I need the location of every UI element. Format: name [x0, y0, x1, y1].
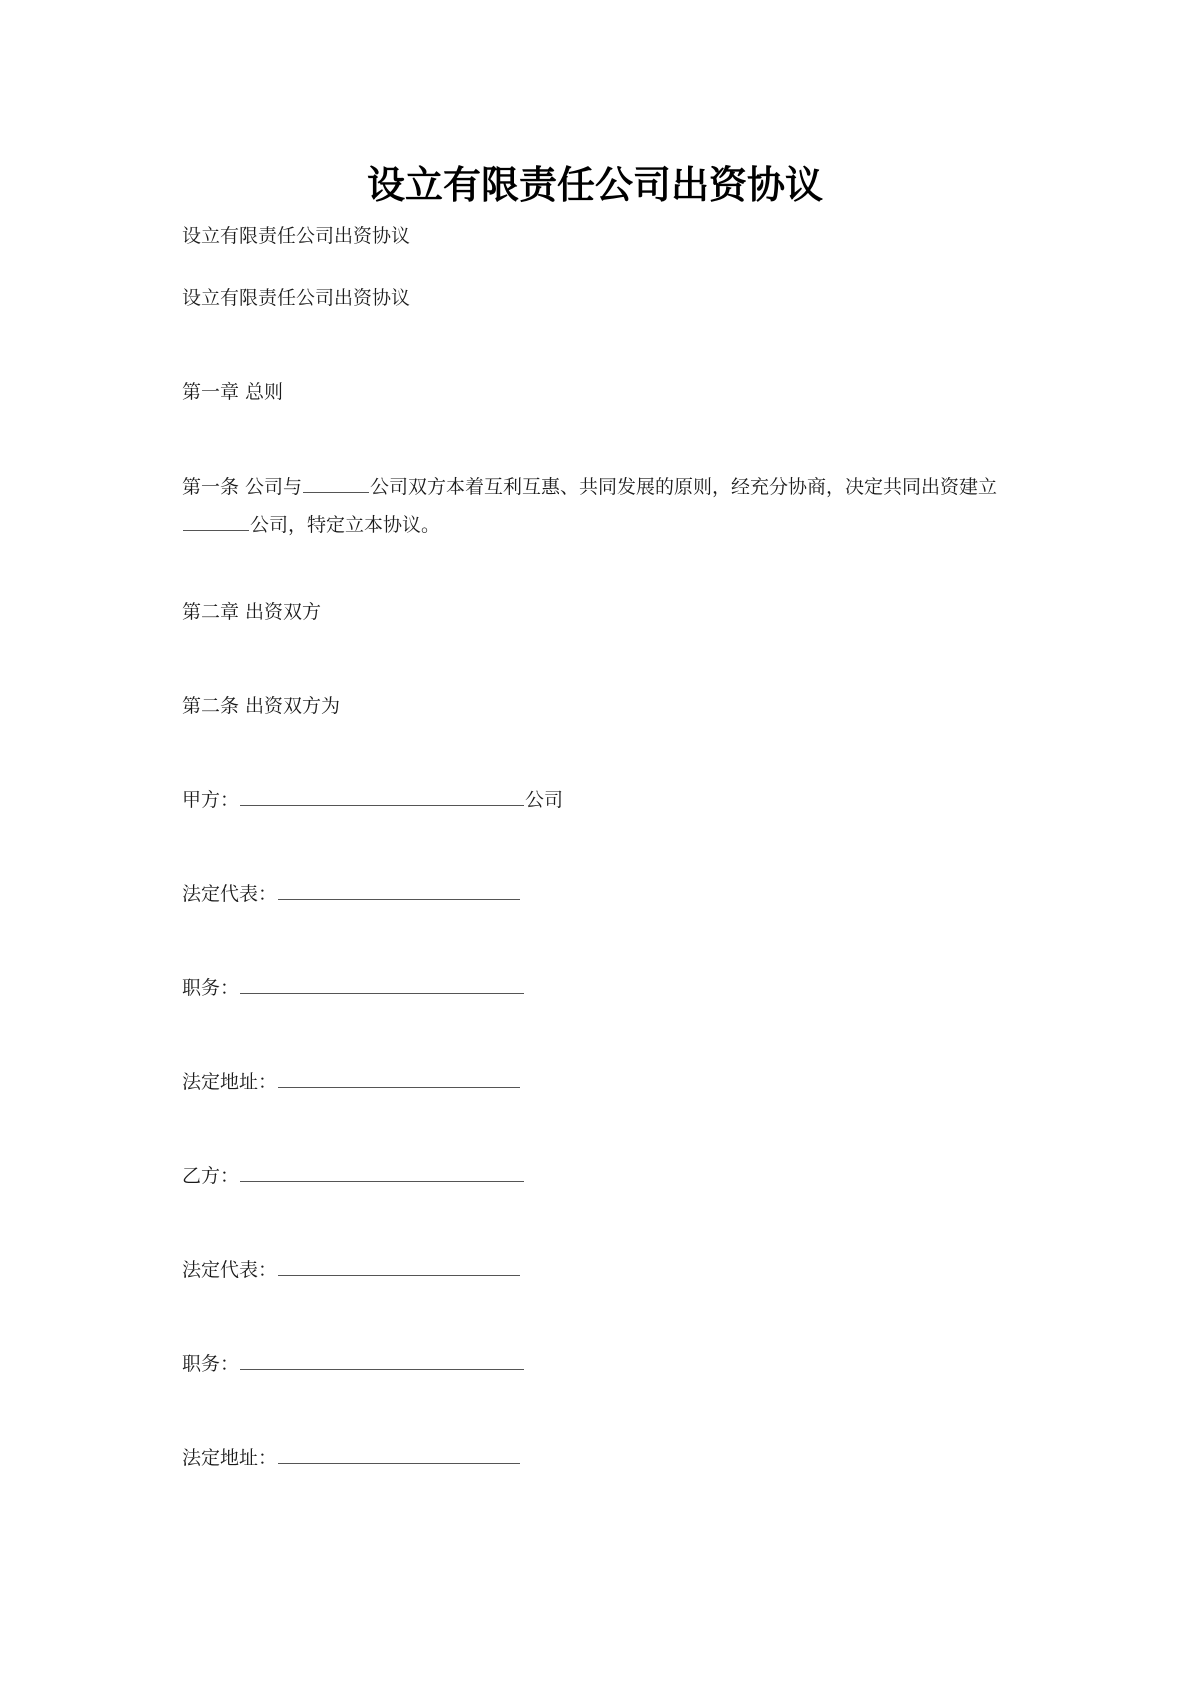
chapter-heading: 第一章 总则 — [182, 381, 284, 403]
article-heading: 第二条 出资双方为 — [182, 695, 341, 717]
subtitle-line: 设立有限责任公司出资协议 — [182, 287, 411, 309]
party-a-position-field[interactable] — [240, 975, 524, 994]
party-a-name-field[interactable] — [240, 787, 524, 806]
party-b-label: 乙方： — [182, 1165, 240, 1187]
party-a-address-label: 法定地址： — [182, 1071, 278, 1093]
party-a-address-row — [182, 1068, 521, 1096]
party-b-address-row — [182, 1444, 521, 1472]
party-a-rep-field[interactable] — [278, 881, 520, 900]
party-b-address-label: 法定地址： — [182, 1447, 278, 1469]
party-a-address-field[interactable] — [278, 1069, 520, 1088]
article-1-text: 公司双方本着互利互惠、共同发展的原则，经充分协商，决定共同出资建立 — [370, 476, 998, 498]
party-b-rep-field[interactable] — [278, 1257, 520, 1276]
party-b-rep-row — [182, 1256, 521, 1284]
party-b-position-field[interactable] — [240, 1351, 524, 1370]
blank-field[interactable] — [183, 512, 249, 531]
party-a-position-label: 职务： — [182, 977, 240, 999]
party-b-position-row — [182, 1350, 525, 1378]
party-b-position-label: 职务： — [182, 1353, 240, 1375]
party-b-name-field[interactable] — [240, 1163, 524, 1182]
party-a-label: 甲方： — [182, 789, 240, 811]
party-a-position-row — [182, 974, 525, 1002]
party-a-rep-row — [182, 880, 521, 908]
party-b-name-row — [182, 1162, 525, 1190]
document-title: 设立有限责任公司出资协议 — [366, 162, 823, 207]
party-a-name-row — [182, 786, 563, 814]
chapter-heading: 第二章 出资双方 — [182, 601, 322, 623]
party-b-address-field[interactable] — [278, 1445, 520, 1464]
blank-field[interactable] — [303, 474, 369, 493]
article-1-text: 第一条 公司与 — [182, 476, 303, 498]
article-1 — [182, 468, 1022, 544]
article-1-text: 公司，特定立本协议。 — [250, 514, 441, 536]
party-a-rep-label: 法定代表： — [182, 883, 278, 905]
subtitle-line: 设立有限责任公司出资协议 — [182, 225, 411, 247]
party-a-suffix: 公司 — [525, 789, 564, 811]
party-b-rep-label: 法定代表： — [182, 1259, 278, 1281]
